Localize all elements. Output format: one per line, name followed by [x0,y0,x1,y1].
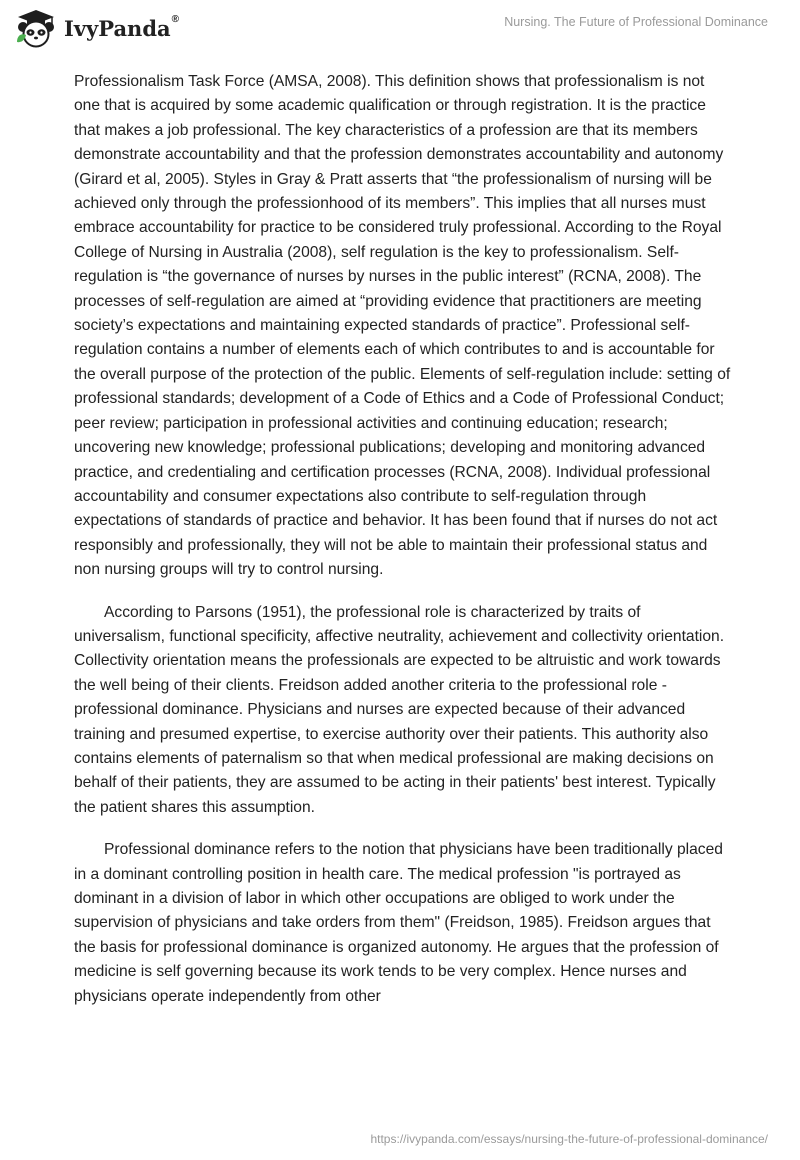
essay-body [74,70,734,1009]
document-title: Nursing. The Future of Professional Dominance [504,15,768,29]
paragraph-2: According to Parsons (1951), the professional role is characterized by traits of universalism, functional specificity, affective neutrality, achievement and collectivity orientation. Collectivity orientation means the professionals are expected to be altruistic and work towards the well being of their clients. Freidson added another criteria to the professional role - professional dominance. Physicians and nurses are expected because of their advanced training and presumed expertise, to exercise authority over their patients. This authority also contains elements of paternalism so that when medical professional are making decisions on behalf of their patients, they are assumed to be acting in their patients' best interest. Typically the patient shares this assumption. [74,603,725,816]
brand-name: IvyPanda® [64,13,179,41]
paragraph-1: Professionalism Task Force (AMSA, 2008). This definition shows that professionalism is not one that is acquired by some academic qualification or through registration. It is the practice that makes a job professional. The key characteristics of a profession are that its members demonstrate accountability and that the profession demonstrates accountability and autonomy (Girard et al, 2005). Styles in Gray & Pratt asserts that “the professionalism of nursing will be achieved only through the professionhood of its members”. This implies that all nurses must embrace accountability for practice to be considered truly professional. According to the Royal College of Nursing in Australia (2008), self regulation is the key to professionalism. Self-regulation is “the governance of nurses by nurses in the public interest” (RCNA, 2008). The processes of self-regulation are aimed at “providing evidence that practitioners are meeting society’s expectations and maintaining expected standards of practice”. Professional self-regulation contains a number of elements each of which contributes to and is accountable for the overall purpose of the protection of the public. Elements of self-regulation include: setting of professional standards; development of a Code of Ethics and a Code of Professional Conduct; peer review; participation in professional activities and continuing education; research; uncovering new knowledge; professional publications; developing and monitoring advanced practice, and credentialing and certification processes (RCNA, 2008). Individual professional accountability and consumer expectations also contribute to self-regulation through expectations of standards of practice and behavior. It has been found that if nurses do not act responsibly and professionally, they will not be able to maintain their professional status and non nursing groups will try to control nursing. [74,73,731,579]
trademark-symbol: ® [171,13,179,25]
ivypanda-logo[interactable] [14,8,179,48]
paragraph-3: Professional dominance refers to the notion that physicians have been traditionally placed in a dominant controlling position in health care. The medical profession "is portrayed as dominant in a division of labor in which other occupations are obliged to work under the supervision of physicians and take orders from them" (Freidson, 1985). Freidson argues that the basis for professional dominance is organized autonomy. He argues that the profession of medicine is self governing because its work tends to be very complex. Hence nurses and physicians operate independently from other [74,841,723,1005]
page-header [0,0,800,60]
panda-graduate-icon [14,8,58,48]
source-url[interactable]: https://ivypanda.com/essays/nursing-the-future-of-professional-dominance/ [370,1132,768,1146]
